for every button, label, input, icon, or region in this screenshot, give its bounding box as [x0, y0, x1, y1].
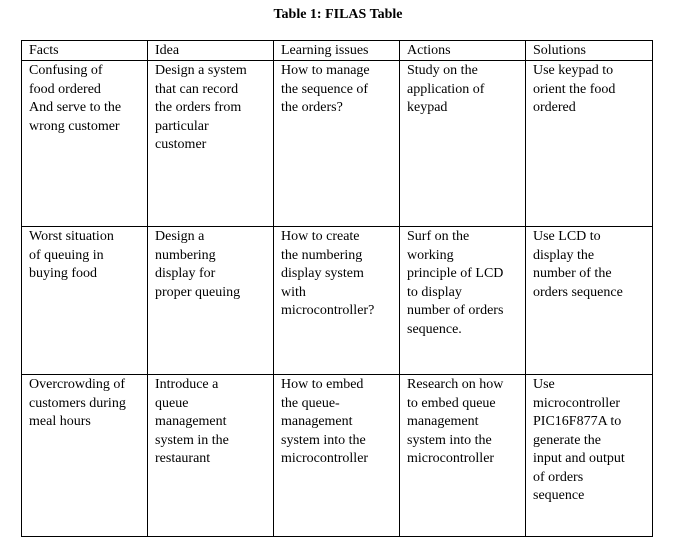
table-cell-learning-issues [274, 227, 400, 375]
cell-text: Overcrowding of customers during meal hours [29, 377, 126, 429]
table-cell-actions [400, 375, 526, 537]
table-cell-actions [400, 227, 526, 375]
table-cell-idea [148, 375, 274, 537]
table-cell-actions [400, 61, 526, 227]
table-cell-idea [148, 227, 274, 375]
cell-text: How to create the numbering display system with microcontroller? [281, 229, 375, 318]
table-caption: Table 1: FILAS Table [273, 7, 403, 22]
table-cell-solutions [526, 375, 653, 537]
table-cell-solutions [526, 61, 653, 227]
table-cell-learning-issues [274, 375, 400, 537]
header-cell-facts: Facts [22, 41, 148, 61]
table-cell-facts [22, 375, 148, 537]
cell-text: Worst situation of queuing in buying food [29, 229, 114, 281]
cell-text: How to embed the queue- management system into the microcontroller [281, 377, 369, 466]
table-row [22, 227, 653, 375]
table-row [22, 375, 653, 537]
cell-text: Use LCD to display the number of the orders sequence [533, 229, 623, 300]
cell-text: How to manage the sequence of the orders? [281, 63, 370, 115]
table-cell-facts [22, 227, 148, 375]
cell-text: Use microcontroller PIC16F877A to generate the input and output of orders sequence [533, 377, 625, 503]
cell-text: Study on the application of keypad [407, 63, 485, 115]
table-cell-idea [148, 61, 274, 227]
header-cell-idea: Idea [148, 41, 274, 61]
header-cell-learning-issues: Learning issues [274, 41, 400, 61]
table-cell-solutions [526, 227, 653, 375]
cell-text: Research on how to embed queue management system into the microcontroller [407, 377, 504, 466]
cell-text: Surf on the working principle of LCD to display number of orders sequence. [407, 229, 504, 337]
filas-table [21, 40, 653, 537]
header-cell-solutions: Solutions [526, 41, 653, 61]
header-cell-actions: Actions [400, 41, 526, 61]
table-cell-facts [22, 61, 148, 227]
table-row [22, 61, 653, 227]
cell-text: Design a system that can record the orders from particular customer [155, 63, 247, 152]
cell-text: Confusing of food ordered And serve to the wrong customer [29, 63, 122, 134]
table-header-row [22, 41, 653, 61]
cell-text: Use keypad to orient the food ordered [533, 63, 616, 115]
cell-text: Design a numbering display for proper queuing [155, 229, 241, 300]
cell-text: Introduce a queue management system in the restaurant [155, 377, 229, 466]
table-cell-learning-issues [274, 61, 400, 227]
